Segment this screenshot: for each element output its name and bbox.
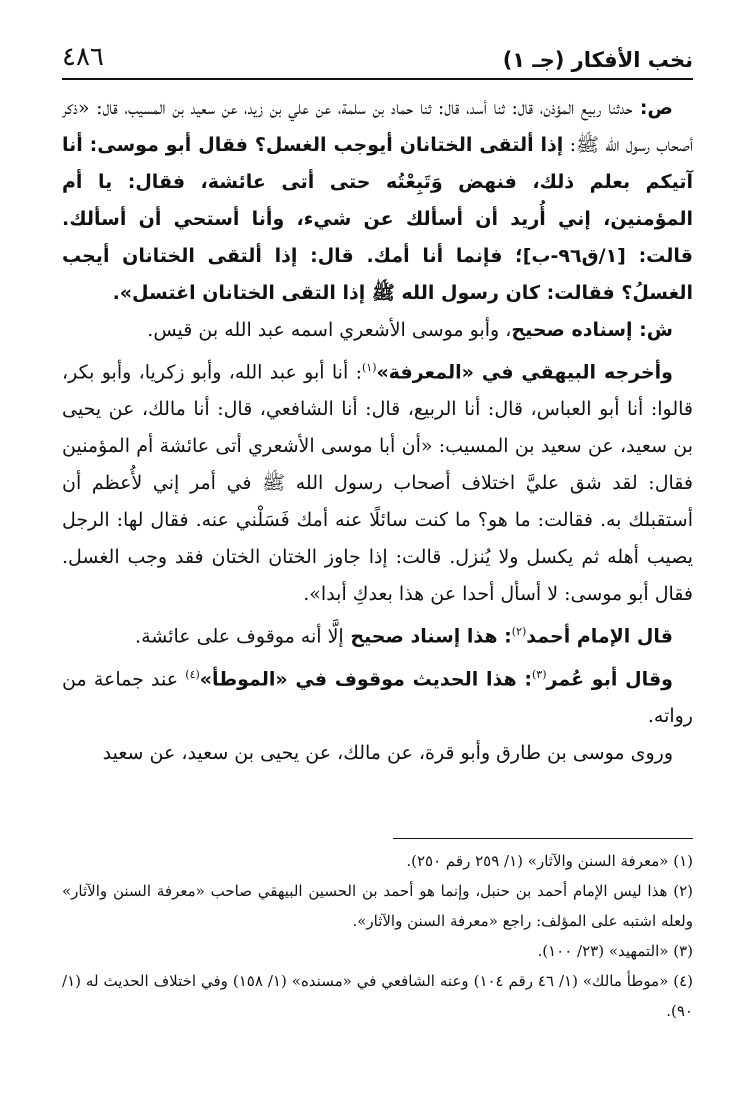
footnote: (١) «معرفة السنن والآثار» (١/ ٢٥٩ رقم ٢٥٠). — [406, 852, 693, 870]
text-run: عند جماعة من رواته. — [62, 667, 693, 727]
paragraph — [62, 90, 693, 312]
main-text — [62, 90, 693, 772]
paragraph — [62, 312, 693, 349]
text-run: قال الإمام أحمد — [526, 625, 673, 648]
paragraph — [62, 349, 693, 613]
text-run: وأخرجه البيهقي في «المعرفة» — [376, 361, 673, 384]
text-run: : أنا أبو عبد الله، وأبو زكريا، وأبو بكر، قالوا: أنا أبو العباس، قال: أنا الربيع، قال: أنا الشافعي، قال: أنا مالك، عن يحيى بن سعيد، عن سعيد بن المسيب: «أن أبا موسى الأشعري أتى عائشة أم المؤمنين فقال: لقد شق عليَّ اختلاف أصحاب رسول الله ﷺ في أمر إني لأُعظم أن أستقبلك به. فقالت: ما هو؟ ما كنت سائلًا عنه أمك فَسَلْني عنه. فقال لها: الرجل يصيب أهله ثم يكسل ولا يُنزل. قالت: إذا جاوز الختان الختان فقد وجب الغسل. فقال أبو موسى: لا أسأل أحدا عن هذا بعدكِ أبدا». — [62, 361, 693, 606]
running-title: نخب الأفكار (جـ ١) — [502, 48, 693, 72]
footnote-separator — [393, 838, 693, 839]
footnote: (٢) هذا ليس الإمام أحمد بن حنبل، وإنما هو أحمد بن الحسين البيهقي صاحب «معرفة السنن والآثار» ولعله اشتبه على المؤلف: راجع «معرفة السنن والآثار». — [62, 882, 693, 930]
footnote-ref: (١) — [361, 361, 377, 374]
text-run: حدثنا ربيع المؤذن، قال: ثنا أسد، قال: ثنا حماد بن سلمة، عن علي بن زيد، عن سعيد بن المسيب، قال: «ذكر أصحاب رسول الله ﷺ: — [62, 97, 693, 156]
footnote: (٣) «التمهيد» (٢٣/ ١٠٠). — [537, 942, 693, 960]
text-run: إذا ألتقى الختانان أيوجب الغسل؟ فقال أبو موسى: أنا آتيكم بعلم ذلك، فنهض وَتَبِعْتُه حتى أتى عائشة، فقال: يا أم المؤمنين، إني أُريد أن أسألك عن شيء، وأنا أستحي أن أسألك. قالت: [١/ق٩٦-ب]؛ فإنما أنا أمك. قال: إذا ألتقى الختانان أيجب الغسلُ؟ فقالت: كان رسول الله ﷺ إذا التقى الختانان اغتسل». — [62, 134, 693, 304]
text-run: إلَّا أنه موقوف على عائشة. — [135, 625, 344, 648]
footnote-ref: (٢) — [511, 625, 527, 639]
paragraph — [62, 613, 693, 655]
footnote: (٤) «موطأ مالك» (١/ ٤٦ رقم ١٠٤) وعنه الشافعي في «مسنده» (١/ ١٥٨) وفي اختلاف الحديث له (١/ ٩٠). — [62, 972, 693, 1020]
page-number: ٤٨٦ — [62, 42, 104, 72]
paragraph — [62, 656, 693, 735]
text-run: : هذا الحديث موقوف في «الموطأ» — [199, 667, 532, 690]
text-run: ، وأبو موسى الأشعري اسمه عبد الله بن قيس. — [147, 319, 512, 341]
text-run: وقال أبو عُمر — [546, 667, 673, 690]
text-run: : هذا إسناد صحيح — [343, 625, 512, 648]
text-run: ش: إسناده صحيح — [511, 319, 673, 341]
paragraph — [62, 735, 693, 772]
footnote-ref: (٣) — [532, 667, 547, 681]
text-run: ص: — [632, 97, 673, 119]
footnote-ref: (٤) — [185, 667, 200, 681]
text-run: وروى موسى بن طارق وأبو قرة، عن مالك، عن يحيى بن سعيد، عن سعيد — [102, 741, 673, 764]
footnotes — [62, 846, 693, 1026]
page-header — [62, 30, 693, 80]
